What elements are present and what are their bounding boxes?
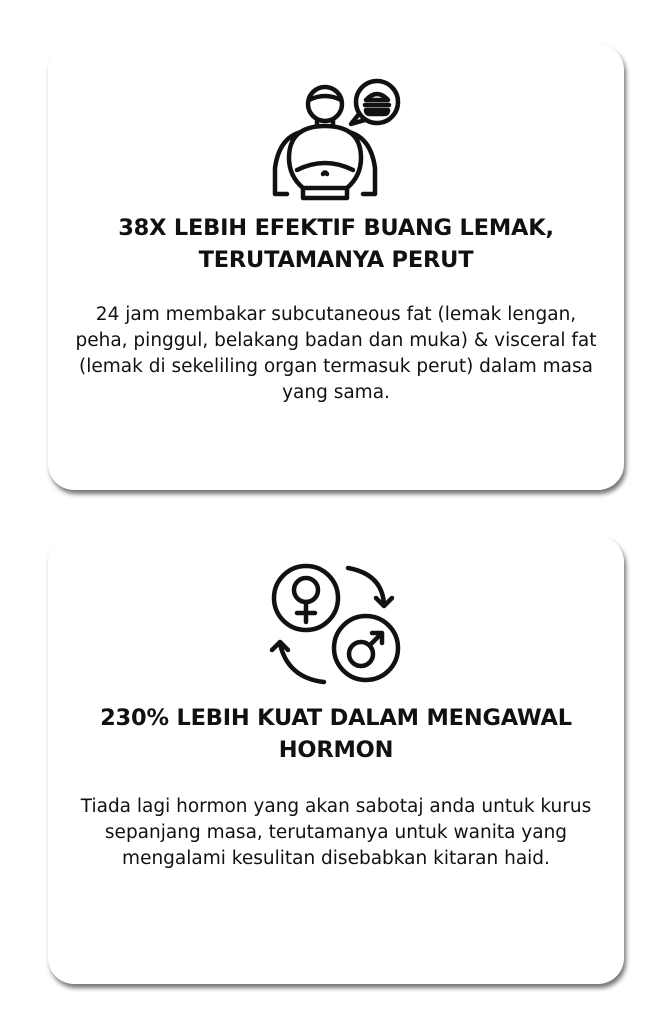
benefit-card-hormone xyxy=(48,536,624,984)
benefit-card-fat-burn xyxy=(48,44,624,490)
card-description: 24 jam membakar subcutaneous fat (lemak lengan, peha, pinggul, belakang badan dan muka) & visceral fat (lemak di sekeliling organ termasuk perut) dalam masa yang sama. xyxy=(75,304,597,403)
card-title: 230% LEBIH KUAT DALAM MENGAWAL HORMON xyxy=(100,705,572,763)
gender-hormone-cycle-icon xyxy=(266,562,406,686)
card-title: 38X LEBIH EFEKTIF BUANG LEMAK, TERUTAMANYA PERUT xyxy=(118,215,554,273)
belly-fat-burger-icon xyxy=(261,66,411,202)
card-description: Tiada lagi hormon yang akan sabotaj anda untuk kurus sepanjang masa, terutamanya untuk wanita yang mengalami kesulitan disebabkan kitaran haid. xyxy=(80,796,592,869)
